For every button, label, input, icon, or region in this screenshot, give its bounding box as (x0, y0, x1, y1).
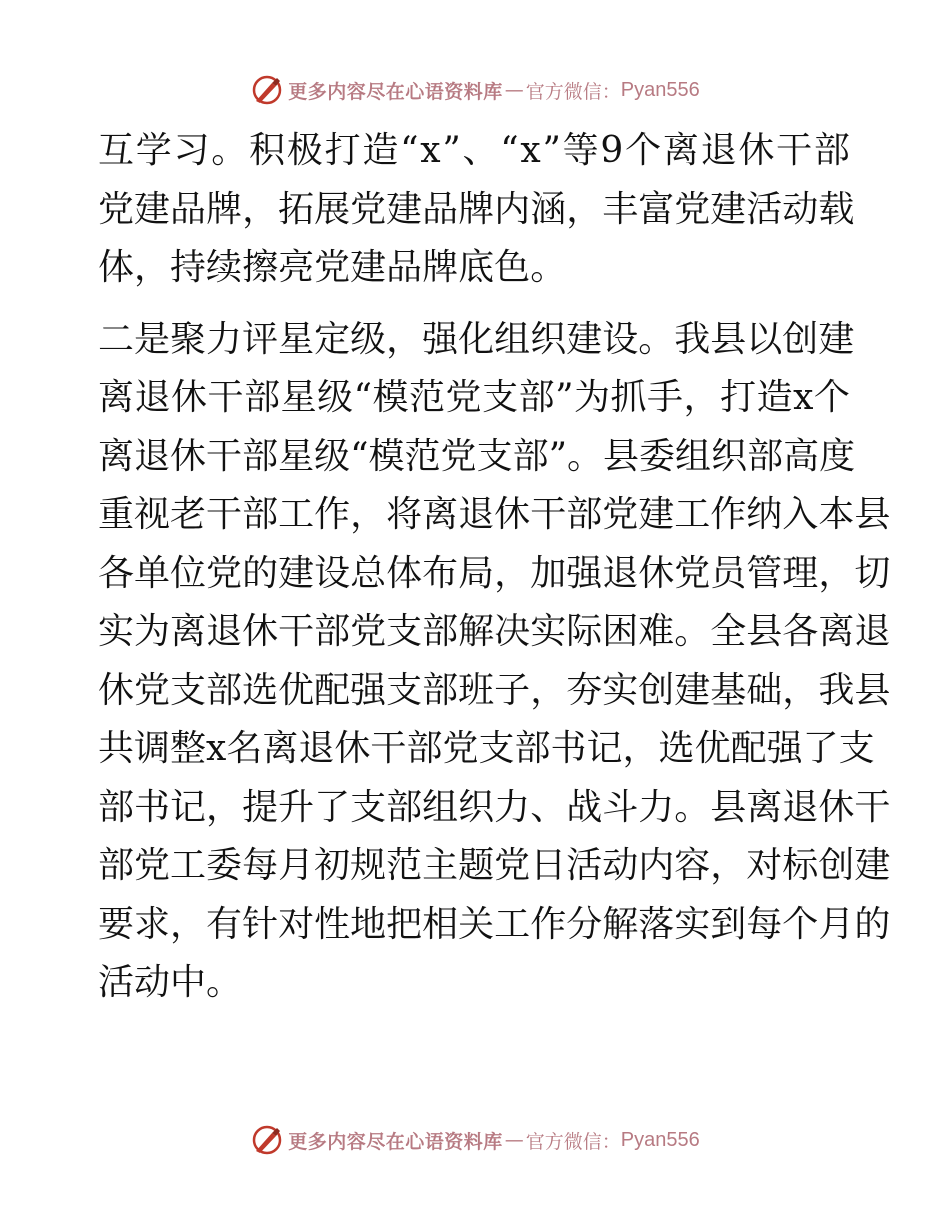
watermark-wechat-id: Pyan556 (620, 78, 700, 101)
text-line: 二 是 聚 力 评 星 定 级 ， 强 化 组 织 建 设 。 我 县 以 创 建 (98, 318, 855, 360)
text-line: 共 调 整 x 名 离 退 休 干 部 党 支 部 书 记 ， 选 优 配 强 了 支 (98, 728, 875, 769)
watermark-dash: — (504, 79, 524, 101)
header-watermark (0, 70, 950, 110)
text-line: 休 党 支 部 选 优 配 强 支 部 班 子 ， 夯 实 创 建 基 础 ， 我 县 (98, 669, 891, 711)
text-line: 互 学 习 。 积 极 打 造 “ x ” 、 “ x ” 等 9 个 离 退 休 干 部 (98, 130, 850, 171)
pen-logo-icon (250, 1123, 284, 1157)
text-line: 离 退 休 干 部 星 级 “ 模 范 党 支 部 ” 为 抓 手 ， 打 造 x 个 (98, 377, 850, 418)
pen-logo-icon (250, 73, 284, 107)
text-line: 活 动 中 。 (98, 962, 243, 1003)
watermark-label: 官方微信： (525, 80, 621, 103)
watermark-site-text: 更多内容尽在心语资料库 (288, 1130, 503, 1153)
text-line: 要 求 ， 有 针 对 性 地 把 相 关 工 作 分 解 落 实 到 每 个 月 的 (98, 903, 891, 945)
text-line: 党 建 品 牌 ， 拓 展 党 建 品 牌 内 涵 ， 丰 富 党 建 活 动 载 (98, 188, 855, 230)
watermark-label: 官方微信： (525, 1130, 621, 1153)
document-body (98, 122, 891, 1013)
footer-watermark (0, 1120, 950, 1160)
text-line: 部 党 工 委 每 月 初 规 范 主 题 党 日 活 动 内 容 ， 对 标 创 建 (98, 845, 891, 886)
text-line: 重 视 老 干 部 工 作 ， 将 离 退 休 干 部 党 建 工 作 纳 入 本 县 (98, 494, 891, 535)
text-line: 离 退 休 干 部 星 级 “ 模 范 党 支 部 ” 。 县 委 组 织 部 高 度 (98, 435, 856, 477)
text-line: 体 ， 持 续 擦 亮 党 建 品 牌 底 色 。 (98, 247, 567, 288)
text-line: 各 单 位 党 的 建 设 总 体 布 局 ， 加 强 退 休 党 员 管 理 ， 切 (98, 552, 891, 594)
paragraph-1 (98, 122, 855, 298)
paragraph-gap (98, 298, 850, 311)
text-line: 实 为 离 退 休 干 部 党 支 部 解 决 实 际 困 难 。 全 县 各 离 退 (98, 611, 891, 652)
paragraph-2 (98, 311, 891, 1013)
text-line: 部 书 记 ， 提 升 了 支 部 组 织 力 、 战 斗 力 。 县 离 退 休 干 (98, 786, 891, 828)
watermark-dash: — (504, 1129, 524, 1151)
watermark-site-text: 更多内容尽在心语资料库 (288, 80, 503, 103)
watermark-wechat-id: Pyan556 (620, 1128, 700, 1151)
